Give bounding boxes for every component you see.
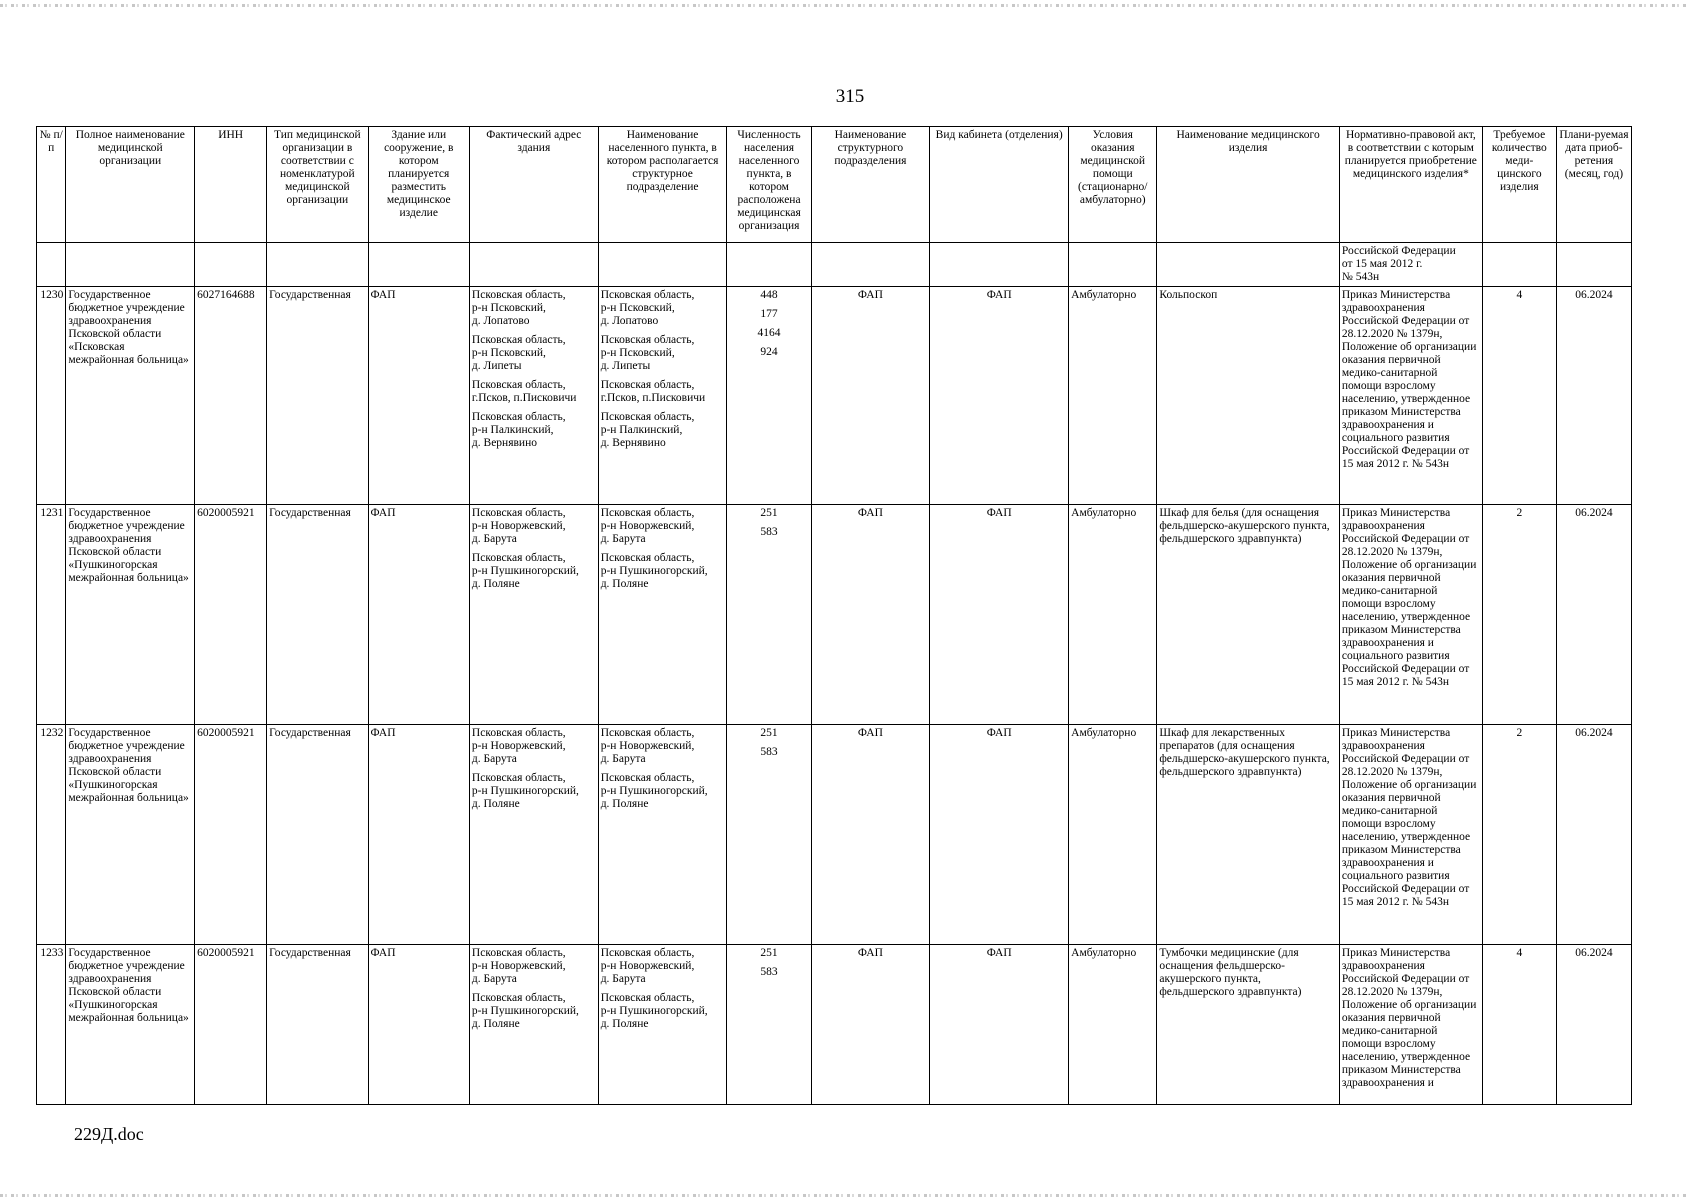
scan-edge-top: [0, 4, 1686, 7]
org-type-cell: Государственная: [267, 505, 368, 725]
org-name-cell: Государственное бюджетное учреждение здравоохранения Псковской области «Пушкиногорская межрайонная больница»: [66, 725, 195, 945]
continuation-row: [37, 243, 1632, 287]
device-cell: Шкаф для белья (для оснащения фельдшерско-акушерского пункта, фельдшерского здравпункта): [1157, 505, 1340, 725]
population-cell: [727, 725, 811, 945]
org-type-cell: Государственная: [267, 725, 368, 945]
settlement-entry: Псковская область, р-н Псковский, д. Липеты: [600, 334, 695, 372]
unit-cell: ФАП: [811, 287, 930, 505]
empty-cell: [598, 243, 727, 287]
scan-edge-bottom: [0, 1194, 1686, 1197]
address-cell: [469, 725, 598, 945]
empty-cell: [1157, 243, 1340, 287]
org-name-cell: Государственное бюджетное учреждение здравоохранения Псковской области «Псковская межрайонная больница»: [66, 287, 195, 505]
address-entry: Псковская область, р-н Новоржевский, д. Барута: [471, 507, 566, 545]
header-cell: Наименование медицинского изделия: [1157, 127, 1340, 243]
population-value: 583: [760, 526, 778, 538]
settlement-entry: Псковская область, р-н Псковский, д. Лопатово: [600, 289, 695, 327]
address-cell: [469, 287, 598, 505]
header-cell: Тип медицинской организации в соответствии с номенклатурой медицинской организации: [267, 127, 368, 243]
device-cell: Тумбочки медицинские (для оснащения фельдшерско-акушерского пункта, фельдшерского здравпункта): [1157, 945, 1340, 1105]
table-row: [37, 945, 1632, 1105]
address-entry: Псковская область, р-н Новоржевский, д. Барута: [471, 727, 566, 765]
table-row: [37, 725, 1632, 945]
header-cell: Фактический адрес здания: [469, 127, 598, 243]
act-cell: Приказ Министерства здравоохранения Российской Федерации от 28.12.2020 № 1379н, Положение об организации оказания первичной медико-санитарной помощи взрослому населению, утвержденное приказом Министерства здравоохранения и социального развития Российской Федерации от 15 мая 2012 г. № 543н: [1339, 287, 1482, 505]
settlement-cell: [598, 945, 727, 1105]
settlement-entry: Псковская область, р-н Пушкиногорский, д. Поляне: [600, 552, 708, 590]
date-cell: 06.2024: [1556, 287, 1631, 505]
settlement-entry: Псковская область, р-н Новоржевский, д. Барута: [600, 507, 695, 545]
row-number-cell: 1232: [37, 725, 66, 945]
header-cell: Вид кабинета (отделения): [930, 127, 1069, 243]
address-cell: [469, 505, 598, 725]
table-row: [37, 287, 1632, 505]
population-value: 583: [760, 966, 778, 978]
empty-cell: [195, 243, 267, 287]
quantity-cell: 4: [1482, 287, 1556, 505]
unit-cell: ФАП: [811, 725, 930, 945]
header-cell: № п/п: [37, 127, 66, 243]
header-cell: Требуемое количество меди-цинского изделия: [1482, 127, 1556, 243]
quantity-cell: 2: [1482, 505, 1556, 725]
unit-cell: ФАП: [811, 945, 930, 1105]
org-type-cell: Государственная: [267, 287, 368, 505]
settlement-entry: Псковская область, р-н Палкинский, д. Вернявино: [600, 411, 695, 449]
population-value: 4164: [757, 327, 781, 339]
empty-cell: [37, 243, 66, 287]
continuation-act-cell: Российской Федерации от 15 мая 2012 г. № 543н: [1339, 243, 1482, 287]
date-cell: 06.2024: [1556, 945, 1631, 1105]
date-cell: 06.2024: [1556, 725, 1631, 945]
org-name-cell: Государственное бюджетное учреждение здравоохранения Псковской области «Пушкиногорская межрайонная больница»: [66, 945, 195, 1105]
header-cell: Полное наименование медицинской организации: [66, 127, 195, 243]
conditions-cell: Амбулаторно: [1069, 725, 1157, 945]
conditions-cell: Амбулаторно: [1069, 505, 1157, 725]
population-value: 177: [760, 308, 778, 320]
inn-cell: 6027164688: [195, 287, 267, 505]
page-number: 315: [835, 86, 865, 107]
population-value: 583: [760, 746, 778, 758]
address-entry: Псковская область, г.Псков, п.Писковичи: [471, 379, 577, 404]
table-header-row: [37, 127, 1632, 243]
unit-cell: ФАП: [811, 505, 930, 725]
quantity-cell: 2: [1482, 725, 1556, 945]
row-number-cell: 1231: [37, 505, 66, 725]
settlement-cell: [598, 725, 727, 945]
cabinet-cell: ФАП: [930, 945, 1069, 1105]
building-cell: ФАП: [368, 725, 469, 945]
header-cell: Наименование структурного подразделения: [811, 127, 930, 243]
address-entry: Псковская область, р-н Палкинский, д. Вернявино: [471, 411, 566, 449]
building-cell: ФАП: [368, 945, 469, 1105]
empty-cell: [1482, 243, 1556, 287]
address-entry: Псковская область, р-н Новоржевский, д. Барута: [471, 947, 566, 985]
population-cell: [727, 945, 811, 1105]
inn-cell: 6020005921: [195, 945, 267, 1105]
header-cell: Наименование населенного пункта, в котором располагается структурное подразделение: [598, 127, 727, 243]
act-cell: Приказ Министерства здравоохранения Российской Федерации от 28.12.2020 № 1379н, Положение об организации оказания первичной медико-санитарной помощи взрослому населению, утвержденное приказом Министерства здравоохранения и социального развития Российской Федерации от 15 мая 2012 г. № 543н: [1339, 505, 1482, 725]
row-number-cell: 1230: [37, 287, 66, 505]
table-row: [37, 505, 1632, 725]
date-cell: 06.2024: [1556, 505, 1631, 725]
empty-cell: [930, 243, 1069, 287]
empty-cell: [469, 243, 598, 287]
address-entry: Псковская область, р-н Псковский, д. Лопатово: [471, 289, 566, 327]
address-entry: Псковская область, р-н Пушкиногорский, д. Поляне: [471, 992, 579, 1030]
address-entry: Псковская область, р-н Пушкиногорский, д. Поляне: [471, 772, 579, 810]
act-cell: Приказ Министерства здравоохранения Российской Федерации от 28.12.2020 № 1379н, Положение об организации оказания первичной медико-санитарной помощи взрослому населению, утвержденное приказом Министерства здравоохранения и: [1339, 945, 1482, 1105]
population-cell: [727, 287, 811, 505]
settlement-entry: Псковская область, р-н Пушкиногорский, д. Поляне: [600, 772, 708, 810]
inn-cell: 6020005921: [195, 725, 267, 945]
population-value: 251: [760, 727, 778, 739]
conditions-cell: Амбулаторно: [1069, 945, 1157, 1105]
header-cell: Нормативно-правовой акт, в соответствии с которым планируется приобретение медицинского изделия*: [1339, 127, 1482, 243]
empty-cell: [1556, 243, 1631, 287]
settlement-cell: [598, 287, 727, 505]
population-cell: [727, 505, 811, 725]
device-cell: Кольпоскоп: [1157, 287, 1340, 505]
settlement-entry: Псковская область, р-н Новоржевский, д. Барута: [600, 947, 695, 985]
document-filename: 229Д.doc: [74, 1124, 144, 1144]
address-cell: [469, 945, 598, 1105]
header-cell: ИНН: [195, 127, 267, 243]
org-type-cell: Государственная: [267, 945, 368, 1105]
address-entry: Псковская область, р-н Псковский, д. Липеты: [471, 334, 566, 372]
settlement-entry: Псковская область, г.Псков, п.Писковичи: [600, 379, 706, 404]
empty-cell: [1069, 243, 1157, 287]
empty-cell: [811, 243, 930, 287]
org-name-cell: Государственное бюджетное учреждение здравоохранения Псковской области «Пушкиногорская межрайонная больница»: [66, 505, 195, 725]
conditions-cell: Амбулаторно: [1069, 287, 1157, 505]
cabinet-cell: ФАП: [930, 725, 1069, 945]
population-value: 251: [760, 947, 778, 959]
settlement-entry: Псковская область, р-н Новоржевский, д. Барута: [600, 727, 695, 765]
empty-cell: [368, 243, 469, 287]
population-value: 448: [760, 289, 778, 301]
quantity-cell: 4: [1482, 945, 1556, 1105]
population-value: 924: [760, 346, 778, 358]
population-value: 251: [760, 507, 778, 519]
header-cell: Плани-руемая дата приоб-ретения (месяц, год): [1556, 127, 1631, 243]
header-cell: Здание или сооружение, в котором планируется разместить медицинское изделие: [368, 127, 469, 243]
header-cell: Условия оказания медицинской помощи (стационарно/ амбулаторно): [1069, 127, 1157, 243]
empty-cell: [66, 243, 195, 287]
settlement-cell: [598, 505, 727, 725]
act-cell: Приказ Министерства здравоохранения Российской Федерации от 28.12.2020 № 1379н, Положение об организации оказания первичной медико-санитарной помощи взрослому населению, утвержденное приказом Министерства здравоохранения и социального развития Российской Федерации от 15 мая 2012 г. № 543н: [1339, 725, 1482, 945]
cabinet-cell: ФАП: [930, 287, 1069, 505]
building-cell: ФАП: [368, 287, 469, 505]
header-cell: Численность населения населенного пункта, в котором расположена медицинская организация: [727, 127, 811, 243]
empty-cell: [727, 243, 811, 287]
settlement-entry: Псковская область, р-н Пушкиногорский, д. Поляне: [600, 992, 708, 1030]
cabinet-cell: ФАП: [930, 505, 1069, 725]
address-entry: Псковская область, р-н Пушкиногорский, д. Поляне: [471, 552, 579, 590]
empty-cell: [267, 243, 368, 287]
device-cell: Шкаф для лекарственных препаратов (для оснащения фельдшерско-акушерского пункта, фельдшерского здравпункта): [1157, 725, 1340, 945]
inn-cell: 6020005921: [195, 505, 267, 725]
building-cell: ФАП: [368, 505, 469, 725]
equipment-table: [36, 126, 1632, 1105]
row-number-cell: 1233: [37, 945, 66, 1105]
